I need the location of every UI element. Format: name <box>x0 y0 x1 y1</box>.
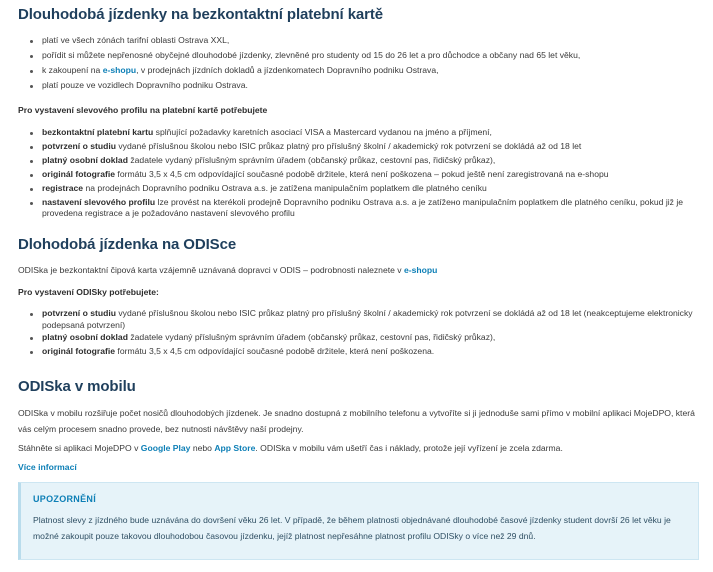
notice-title: UPOZORNĚNÍ <box>33 493 97 504</box>
bank-card-requirements-heading: Pro vystavení slevového profilu na platební kartě potřebujete <box>18 105 268 116</box>
list-item: bezkontaktní platební kartu splňující požadavky karetních asociací VISA a Mastercard vydanou na jméno a příjmení, <box>18 127 699 141</box>
google-play-link[interactable]: Google Play <box>140 442 191 453</box>
odiska-eshop-link[interactable]: e-shopu <box>403 265 438 276</box>
list-item: platí pouze ve vozidlech Dopravního podniku Ostrava. <box>18 80 699 95</box>
list-item: nastavení slevového profilu lze provést na kterékoli prodejně Dopravního podniku Ostrava a.s. a je zatížено manipulačním poplatkem dle platného ceníku, pokud již je provedena registrace a je požadováno nastavení slevového profilu <box>18 197 699 220</box>
eshop-link[interactable]: e-shopu <box>102 65 137 76</box>
odiska-requirements-list <box>18 308 699 359</box>
bank-card-requirements-list <box>18 127 699 220</box>
bank-card-info-list <box>18 35 699 95</box>
list-item: potvrzení o studiu vydané příslušnou školou nebo ISIC průkaz platný pro příslušný školní / akademický rok potvrzení se dokládá až od 18 let <box>18 141 699 155</box>
list-item: platný osobní doklad žadatele vydaný příslušným správním úřadem (občanský průkaz, cestovní pas, řidičský průkaz), <box>18 155 699 169</box>
list-item: platný osobní doklad žadatele vydaný příslušným správním úřadem (občanský průkaz, cestovní pas, řidičský průkaz), <box>18 332 699 346</box>
mobile-description: ODISka v mobilu rozšiřuje počet nosičů dlouhodobých jízdenek. Je snadno dostupná z mobilního telefonu a vytvoříte si ji jednoduše sami přímo v mobilní aplikaci MojeDPO, která vás celým procesem snadno provede, bez nutnosti návštěvy naší prodejny. <box>18 407 695 435</box>
list-item: originál fotografie formátu 3,5 x 4,5 cm odpovídající současné podobě držitele, která není poškozena. <box>18 346 699 360</box>
section-title-bank-card: Dlouhodobá jízdenky na bezkontaktní platební kartě <box>18 6 384 23</box>
list-item: originál fotografie formátu 3,5 x 4,5 cm odpovídající současné podobě držitele, která není poškozena – pokud ještě není zaregistrovaná na e-shopu <box>18 169 699 183</box>
list-item: pořídit si můžete nepřenosné obyčejné dlouhodobé jízdenky, zlevněné pro studenty od 15 do 26 let a pro důchodce a občany nad 65 let věku, <box>18 50 699 65</box>
odiska-intro: ODISka je bezkontaktní čipová karta vzájemně uznávaná dopravci v ODIS – podrobnosti naleznete v e-shopu <box>18 265 438 276</box>
mobile-download-text: Stáhněte si aplikaci MojeDPO v Google Play nebo App Store. ODISka v mobilu vám ušetří čas i náklady, protože její vyřízení je zcela zdarma. <box>18 442 563 453</box>
odiska-requirements-heading: Pro vystavení ODISky potřebujete: <box>18 286 159 297</box>
more-info-link[interactable]: Více informací <box>18 462 77 473</box>
app-store-link[interactable]: App Store <box>214 442 256 453</box>
notice-box <box>18 482 699 560</box>
section-title-odiska: Dlohodobá jízdenka na ODISce <box>18 236 237 254</box>
list-item: platí ve všech zónách tarifní oblasti Ostrava XXL, <box>18 35 699 50</box>
list-item: registrace na prodejnách Dopravního podniku Ostrava a.s. je zatížena manipulačním poplatkem dle platného ceníku <box>18 183 699 197</box>
notice-text: Platnost slevy z jízdného bude uznávána do dovršení věku 26 let. V případě, že během platnosti objednávané dlouhodobé časové jízdenky student dovrší 26 let věku je možné zakoupit pouze takovou dlouhodobou časovou jízdenku, jejíž platnost nepřesáhne platnost profilu ODISky o více než 29 dnů. <box>33 514 671 542</box>
list-item: k zakoupení na e-shopu, v prodejnách jízdních dokladů a jízdenkomatech Dopravního podniku Ostrava, <box>18 65 699 80</box>
list-item: potvrzení o studiu vydané příslušnou školou nebo ISIC průkaz platný pro příslušný školní / akademický rok potvrzení se dokládá až od 18 let (neakceptujeme elektronicky podepsaná potvrzení) <box>18 308 699 331</box>
section-title-mobile: ODISka v mobilu <box>18 377 136 395</box>
more-info-paragraph <box>18 462 699 474</box>
